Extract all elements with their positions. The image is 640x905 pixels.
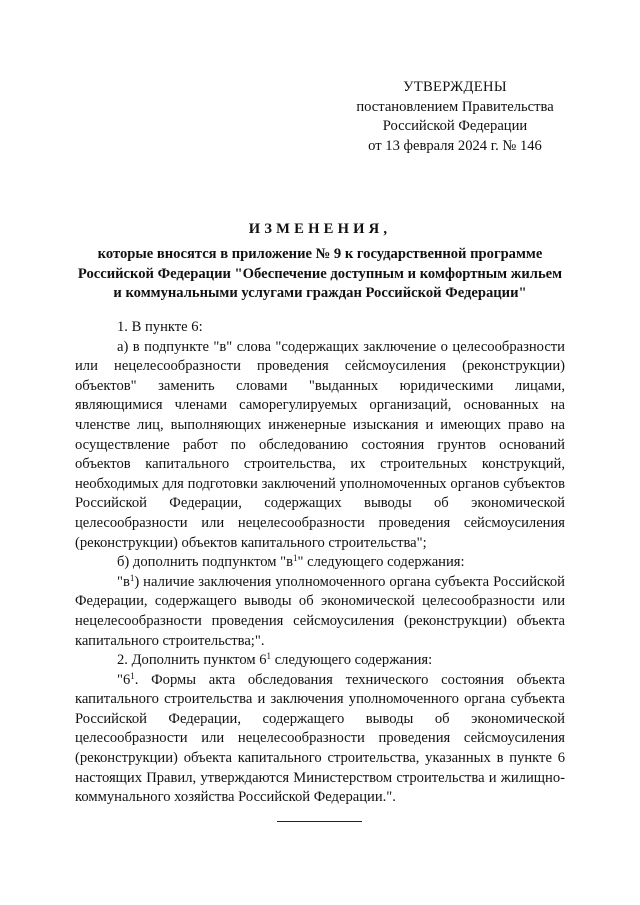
- item-2-quote: "$6^1$. Формы акта обследования технического состояния объекта капитального строительства и заключения уполномоченного органа субъекта Российской Федерации, содержащего выводы об экономической целесообразности или нецелесообразности проведения сейсмоусиления (реконструкции) объекта капитального строительства, указанных в пункте 6 настоящих Правил, утверждаются Министерством строительства и жилищно-коммунального хозяйства Российской Федерации.".: [75, 670, 565, 806]
- approval-block: [340, 78, 570, 156]
- approval-line-1: постановлением Правительства: [356, 98, 554, 115]
- end-divider: [277, 821, 362, 822]
- document-title: ИЗМЕНЕНИЯ,: [248, 221, 392, 237]
- item-1-heading: 1. В пункте 6:: [117, 319, 203, 335]
- document-subtitle: которые вносятся в приложение № 9 к государственной программе Российской Федерации "Обеспечение доступным и комфортным жильем и коммунальными услугами граждан Российской Федерации": [77, 246, 563, 301]
- item-1b-quote: "$в^1$) наличие заключения уполномоченного органа субъекта Российской Федерации, содержащего выводы об экономической целесообразности или нецелесообразности проведения сейсмоусиления (реконструкции) объекта капитального строительства;".: [75, 572, 565, 649]
- item-1a: а) в подпункте "в" слова "содержащих заключение о целесообразности или нецелесообразности проведения сейсмоусиления (реконструкции) объектов" заменить словами "выданных юридическими лицами, являющимися членами саморегулируемых организаций, основанных на членстве лиц, выполняющих инженерные изыскания и имеющих право на осуществление работ по обследованию состояния грунтов оснований объектов капитального строительства, их строительных конструкций, необходимых для подготовки заключений уполномоченных органов субъектов Российской Федерации, содержащих выводы об экономической целесообразности или нецелесообразности проведения сейсмоусиления (реконструкции) объектов капитального строительства";: [75, 338, 565, 551]
- item-1b: б) дополнить подпунктом "$в^1$" следующего содержания:: [117, 553, 465, 571]
- item-2: 2. Дополнить пунктом $6^1$ следующего содержания:: [117, 651, 433, 669]
- approval-stamp: УТВЕРЖДЕНЫ: [403, 79, 507, 95]
- document-body: [75, 318, 565, 808]
- approval-line-2: Российской Федерации: [382, 118, 528, 134]
- approval-line-3: от 13 февраля 2024 г. № 146: [368, 137, 542, 154]
